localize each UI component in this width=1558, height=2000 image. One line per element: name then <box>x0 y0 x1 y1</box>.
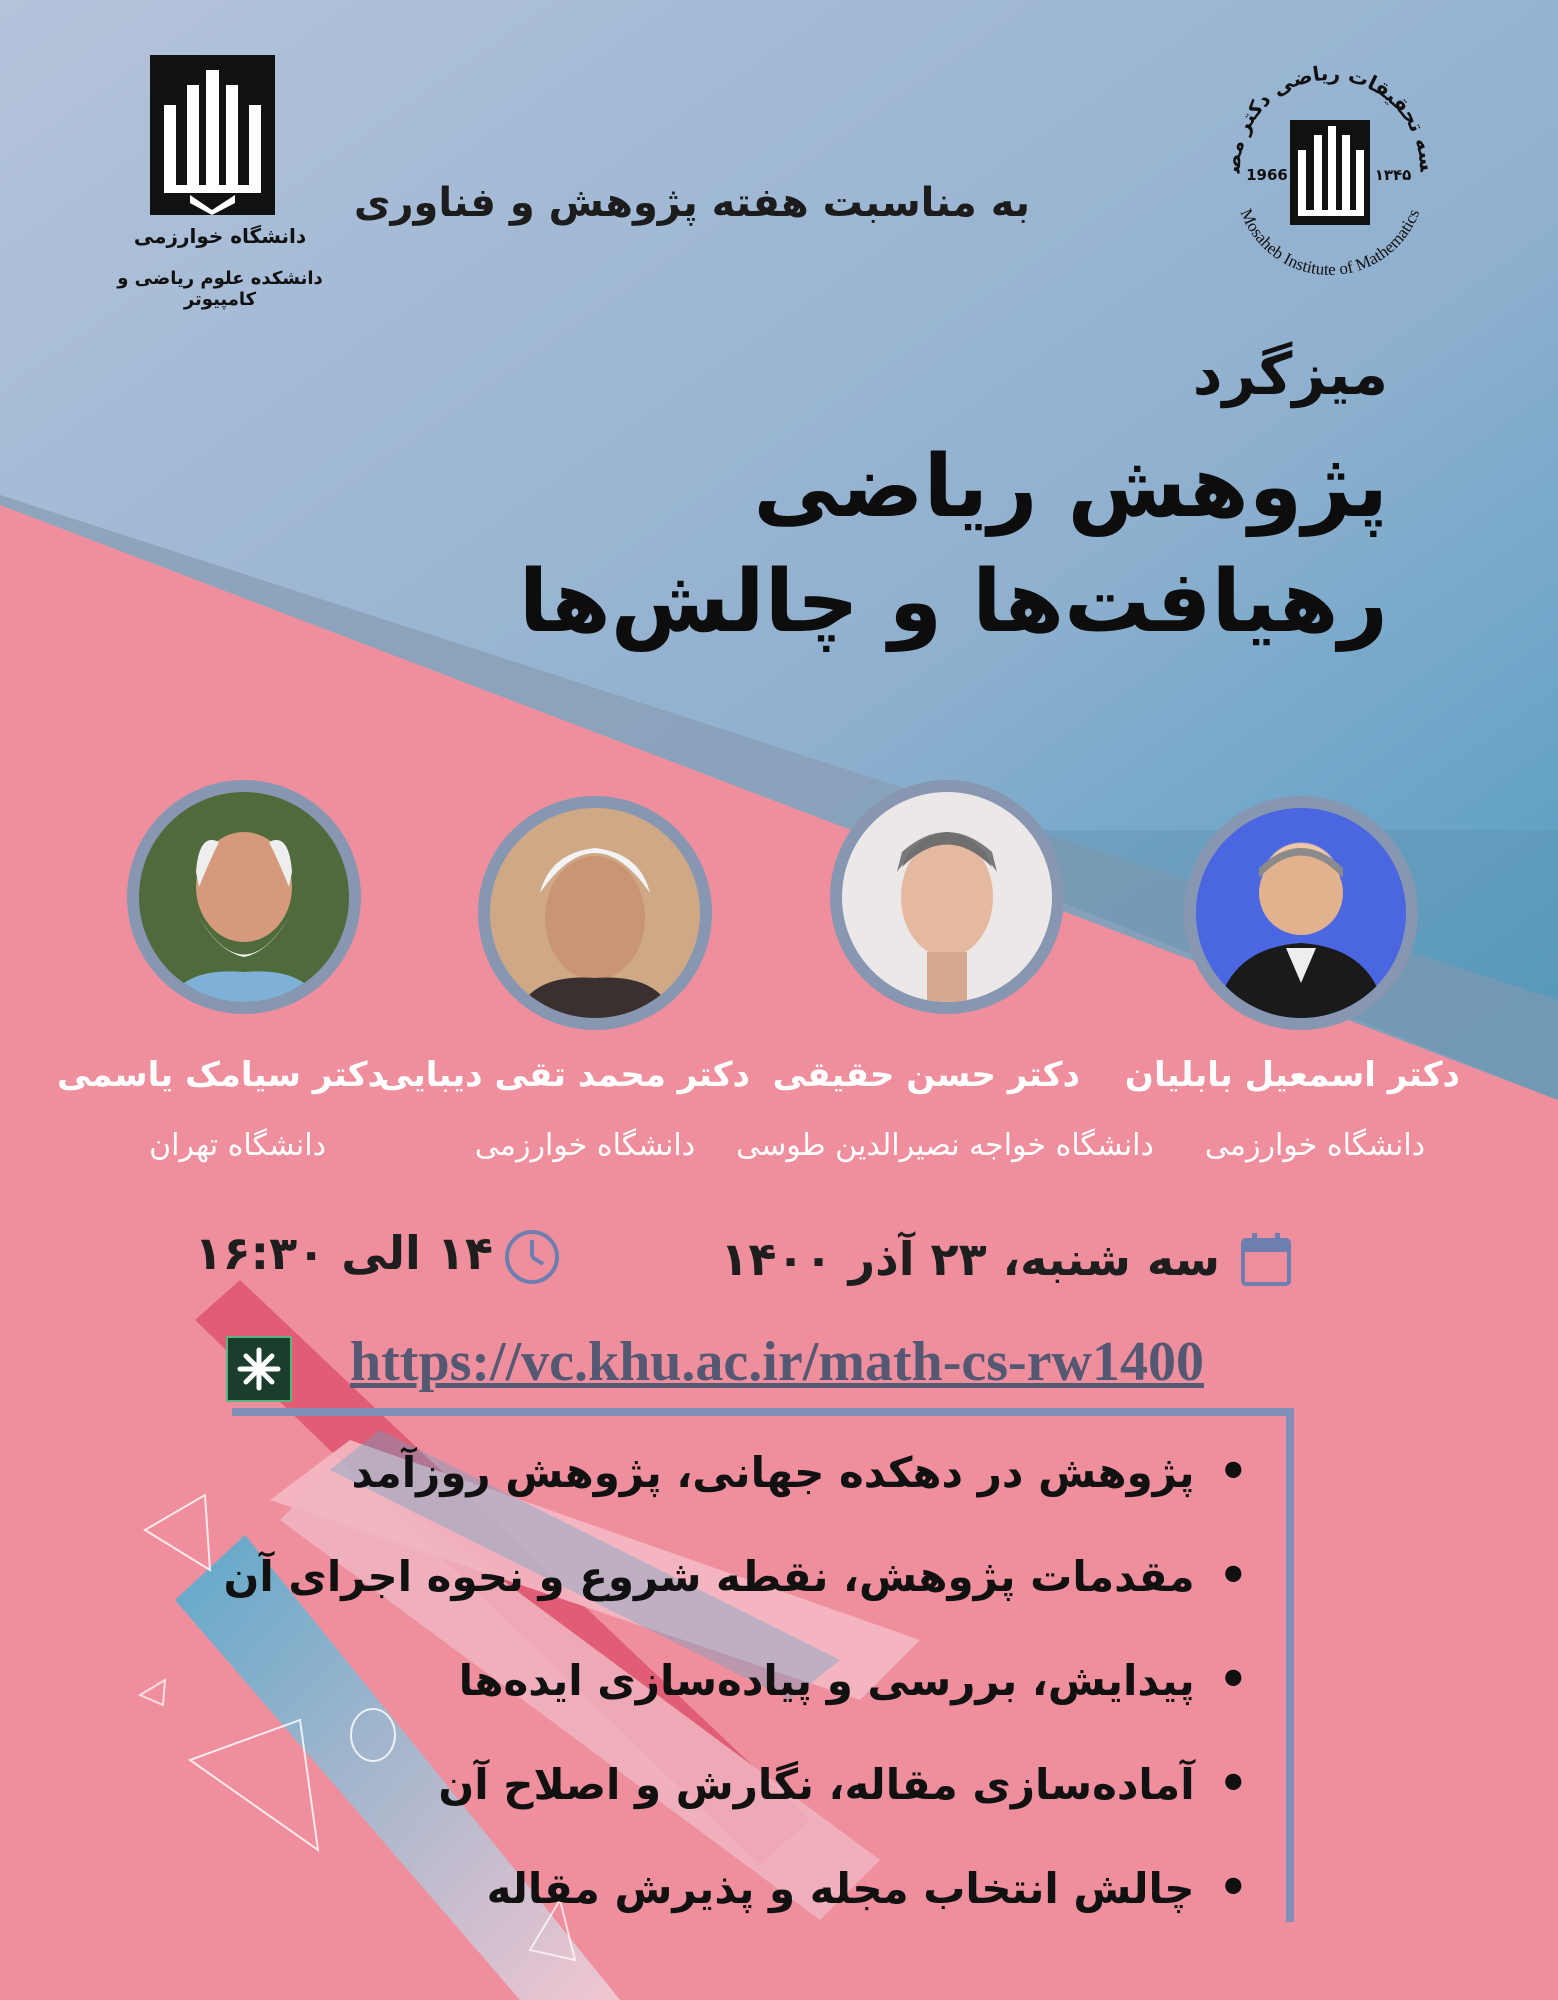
person-icon <box>1196 808 1406 1018</box>
topic-item: • پژوهش در دهکده جهانی، پژوهش روزآمد <box>348 1440 1248 1544</box>
panelist-1-name: دکتر اسمعیل بابلیان <box>1124 1055 1460 1095</box>
left-logo-faculty: دانشکده علوم ریاضی و کامپیوتر <box>117 268 323 310</box>
event-date: سه شنبه، ۲۳ آذر ۱۴۰۰ <box>720 1232 1220 1286</box>
topic-item: • مقدمات پژوهش، نقطه شروع و نحوه اجرای آن <box>348 1544 1248 1648</box>
portrait-yasemi <box>127 780 361 1014</box>
topics-list <box>223 1440 1248 1960</box>
event-time: ۱۴ الی ۱۶:۳۰ <box>194 1226 493 1280</box>
topic-item: • آماده‌سازی مقاله، نگارش و اصلاح آن <box>348 1752 1248 1856</box>
person-icon <box>842 792 1052 1002</box>
meeting-link[interactable]: https://vc.khu.ac.ir/math-cs-rw1400 <box>350 1331 1204 1393</box>
left-logo-university: دانشگاه خوارزمی <box>133 224 307 248</box>
panelist-2-affiliation: دانشگاه خواجه نصیرالدین طوسی <box>736 1128 1154 1163</box>
event-kind: میزگرد <box>1192 340 1388 408</box>
panelist-3-affiliation: دانشگاه خوارزمی <box>474 1128 696 1163</box>
title-line-2: رهیافت‌ها و چالش‌ها <box>518 552 1388 652</box>
right-logo-year-en: 1966 <box>1246 166 1288 184</box>
calendar-icon <box>1240 1232 1292 1288</box>
person-icon <box>139 792 349 1002</box>
occasion-text: به مناسبت هفته پژوهش و فناوری <box>353 180 1030 226</box>
panelist-1-affiliation: دانشگاه خوارزمی <box>1204 1128 1426 1163</box>
right-logo-year-fa: ۱۳۴۵ <box>1374 166 1412 184</box>
person-icon <box>490 808 700 1018</box>
mosaheb-emblem-icon <box>1290 120 1370 225</box>
panelist-3-name: دکتر محمد تقی دیبایی <box>378 1055 750 1095</box>
kharazmi-logo <box>150 55 275 215</box>
panelist-4-affiliation: دانشگاه تهران <box>149 1128 326 1163</box>
topic-item: • چالش انتخاب مجله و پذیرش مقاله <box>348 1856 1248 1960</box>
clock-icon <box>503 1228 561 1286</box>
title-line-1: پژوهش ریاضی <box>753 437 1388 537</box>
right-logo-arc-en: Mosaheb Institute of Mathematics <box>1236 205 1424 280</box>
vc-app-icon <box>226 1336 292 1402</box>
portrait-babolian <box>1184 796 1418 1030</box>
mosaheb-logo <box>1210 50 1450 290</box>
portrait-dibaei <box>478 796 712 1030</box>
portrait-haghighi <box>830 780 1064 1014</box>
right-logo-arc-fa: سه تحقیقات ریاضی دکتر مص <box>1220 60 1440 174</box>
panelist-2-name: دکتر حسن حقیقی <box>772 1055 1080 1095</box>
panelist-4-name: دکتر سیامک یاسمی <box>56 1055 385 1095</box>
topic-item: • پیدایش، بررسی و پیاده‌سازی ایده‌ها <box>348 1648 1248 1752</box>
kharazmi-emblem-icon <box>150 55 275 215</box>
